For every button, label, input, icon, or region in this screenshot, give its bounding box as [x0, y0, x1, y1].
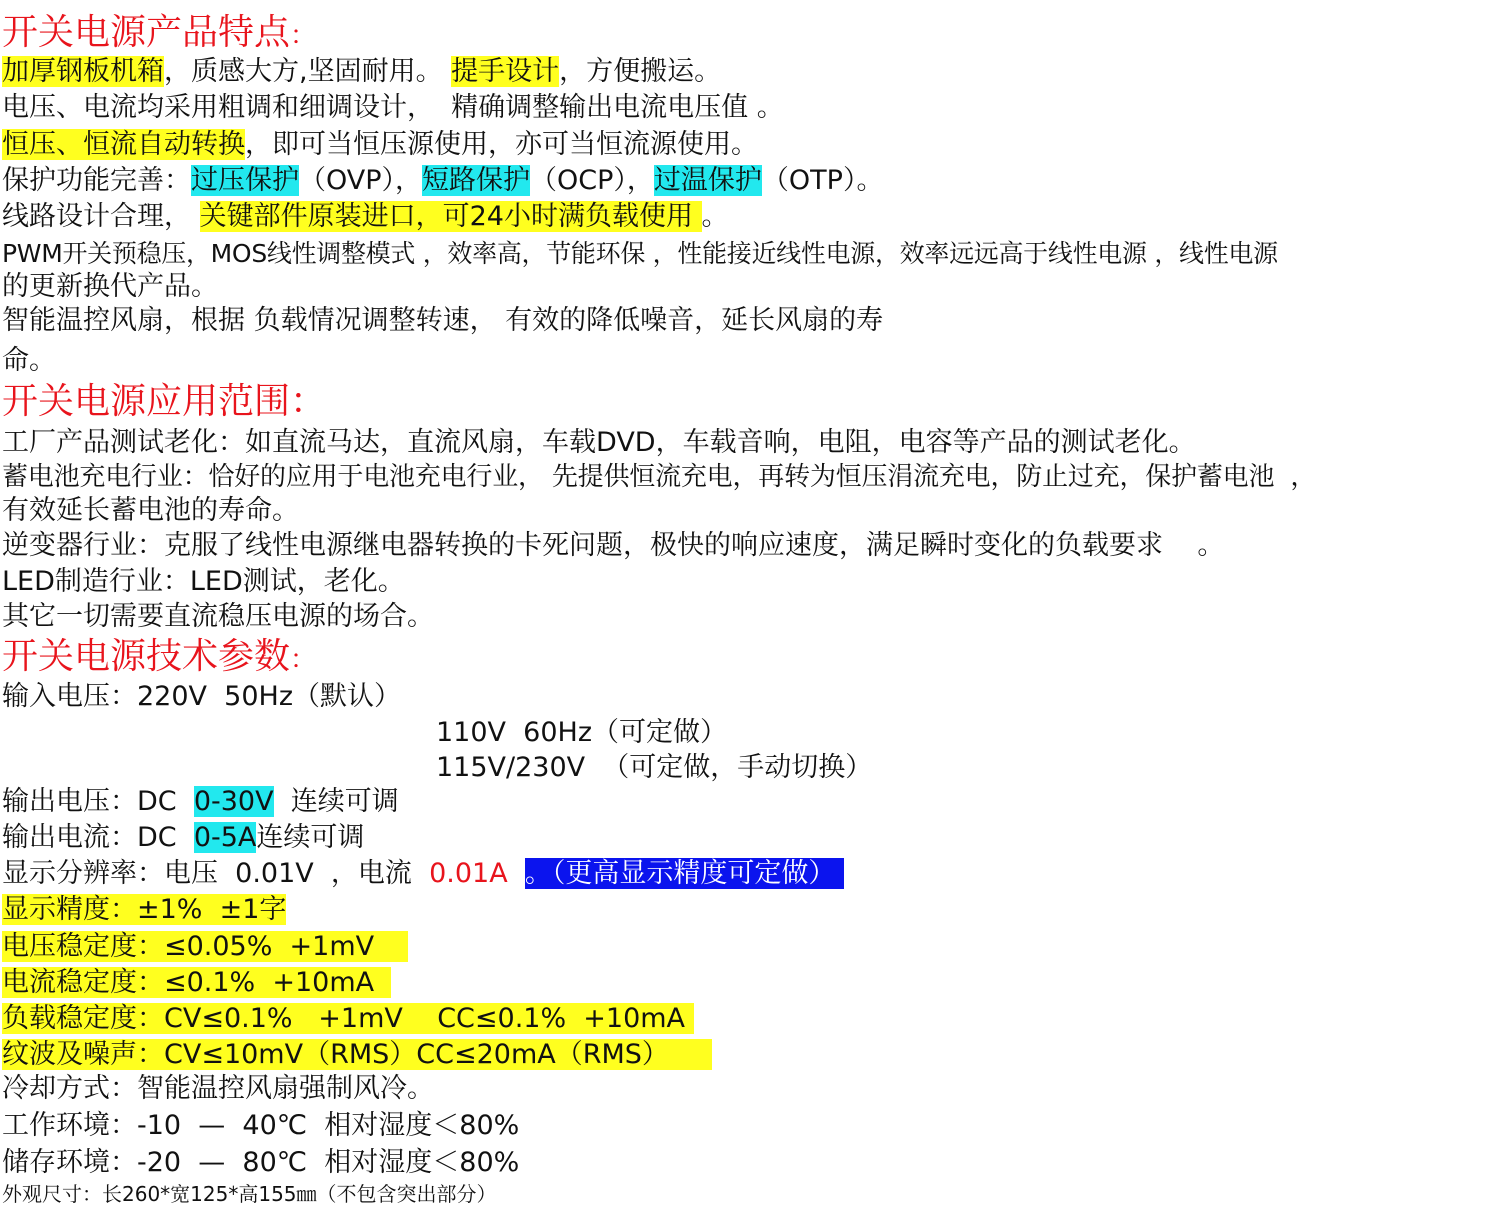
- feature-text: ，即可当恒压源使用，亦可当恒流源使用。: [245, 129, 758, 160]
- highlight-ovp: 过压保护: [191, 165, 299, 196]
- feature-text: （OVP），: [299, 165, 423, 196]
- feature-line-8: 智能温控风扇，根据 负载情况调整转速， 有效的降低噪音，延长风扇的寿: [2, 305, 884, 336]
- current-resolution-value: 0.01A: [429, 858, 508, 889]
- feature-line-3: [2, 128, 758, 162]
- feature-line-6: PWM开关预稳压，MOS线性调整模式 ，效率高，节能环保 ，性能接近线性电源，效率远远高于线性电源 ，线性电源: [2, 239, 1278, 268]
- spec-voltage-stability: [2, 930, 408, 964]
- feature-text: （OTP）。: [761, 165, 884, 196]
- application-line-6: 其它一切需要直流稳压电源的场合。: [2, 601, 434, 632]
- feature-text: 保护功能完善：: [2, 165, 191, 196]
- feature-line-7: 的更新换代产品。: [2, 271, 218, 302]
- feature-line-1: [2, 55, 721, 89]
- highlight-otp: 过温保护: [653, 165, 762, 196]
- spec-ripple-noise: [2, 1038, 712, 1072]
- spec-text: 连续可调: [273, 786, 399, 817]
- spec-text: 输出电压：DC: [2, 786, 194, 817]
- specs-title-colon: ：: [290, 645, 317, 675]
- highlight-steel-case: 加厚钢板机箱: [2, 56, 164, 87]
- highlight-accuracy: 显示精度：±1% ±1字: [2, 894, 287, 925]
- feature-line-9: 命。: [2, 345, 56, 376]
- specs-title: 开关电源技术参数: [2, 636, 291, 677]
- spec-input-voltage-alt2: 115V/230V （可定做，手动切换）: [436, 752, 873, 783]
- spec-text: 显示分辨率：电压 0.01V ，电流: [2, 858, 430, 889]
- spec-text: 连续可调: [256, 822, 365, 853]
- highlight-current-stability: 电流稳定度：≤0.1% +10mA: [2, 967, 392, 998]
- application-line-2: 蓄电池充电行业：恰好的应用于电池充电行业， 先提供恒流充电，再转为恒压涓流充电，防止过充，保护蓄电池 ，: [2, 462, 1317, 492]
- spec-display-accuracy: [2, 893, 286, 927]
- highlight-load-stability: 负载稳定度：CV≤0.1% +1mV CC≤0.1% +10mA: [2, 1003, 694, 1034]
- spec-dimensions: 外观尺寸：长260*宽125*高155㎜（不包含突出部分）: [2, 1182, 497, 1206]
- spec-text: [508, 858, 525, 889]
- spec-output-current: [2, 821, 364, 855]
- features-title: 开关电源产品特点: [2, 12, 291, 53]
- highlight-imported-parts: 关键部件原装进口，可24小时满负载使用: [199, 201, 702, 232]
- application-line-3: 有效延长蓄电池的寿命。: [2, 495, 299, 526]
- feature-text: 。: [701, 201, 729, 232]
- applications-heading: 开关电源应用范围：: [2, 381, 327, 422]
- specs-heading: [2, 636, 316, 681]
- highlight-cv-cc: 恒压、恒流自动转换: [2, 129, 245, 160]
- spec-output-voltage: [2, 785, 399, 819]
- application-line-5: LED制造行业：LED测试，老化。: [2, 566, 405, 597]
- highlight-voltage-stability: 电压稳定度：≤0.05% +1mV: [2, 931, 409, 962]
- spec-input-voltage: 输入电压：220V 50Hz（默认）: [2, 681, 402, 712]
- spec-working-env: 工作环境：-10 — 40℃ 相对湿度＜80%: [2, 1110, 520, 1141]
- highlight-current-range: 0-5A: [193, 822, 257, 853]
- application-line-1: 工厂产品测试老化：如直流马达，直流风扇，车载DVD，车载音响，电阻，电容等产品的测试老化。: [2, 427, 1196, 458]
- highlight-ocp: 短路保护: [422, 165, 531, 196]
- feature-line-5: [2, 200, 729, 234]
- highlight-custom-precision: 。（更高显示精度可定做）: [524, 858, 844, 889]
- feature-text: 线路设计合理，: [2, 201, 200, 232]
- spec-display-resolution: [2, 857, 844, 891]
- highlight-ripple-noise: 纹波及噪声：CV≤10mV（RMS）CC≤20mA（RMS）: [2, 1039, 712, 1070]
- highlight-handle: 提手设计: [451, 56, 560, 87]
- highlight-voltage-range: 0-30V: [193, 786, 274, 817]
- spec-storage-env: 储存环境：-20 — 80℃ 相对湿度＜80%: [2, 1147, 520, 1178]
- spec-text: 输出电流：DC: [2, 822, 194, 853]
- feature-text: ，质感大方,坚固耐用。: [164, 56, 452, 87]
- feature-text: （OCP），: [530, 165, 654, 196]
- application-line-4: 逆变器行业：克服了线性电源继电器转换的卡死问题，极快的响应速度，满足瞬时变化的负载要求 。: [2, 530, 1225, 561]
- features-heading: [2, 12, 316, 57]
- feature-line-4: [2, 164, 883, 198]
- feature-text: ，方便搬运。: [559, 56, 722, 87]
- features-title-colon: ：: [290, 21, 317, 51]
- spec-current-stability: [2, 966, 391, 1000]
- feature-line-2: 电压、电流均采用粗调和细调设计， 精确调整输出电流电压值 。: [2, 92, 784, 123]
- spec-input-voltage-alt1: 110V 60Hz（可定做）: [436, 717, 728, 748]
- spec-cooling: 冷却方式：智能温控风扇强制风冷。: [2, 1073, 434, 1104]
- spec-load-stability: [2, 1002, 694, 1036]
